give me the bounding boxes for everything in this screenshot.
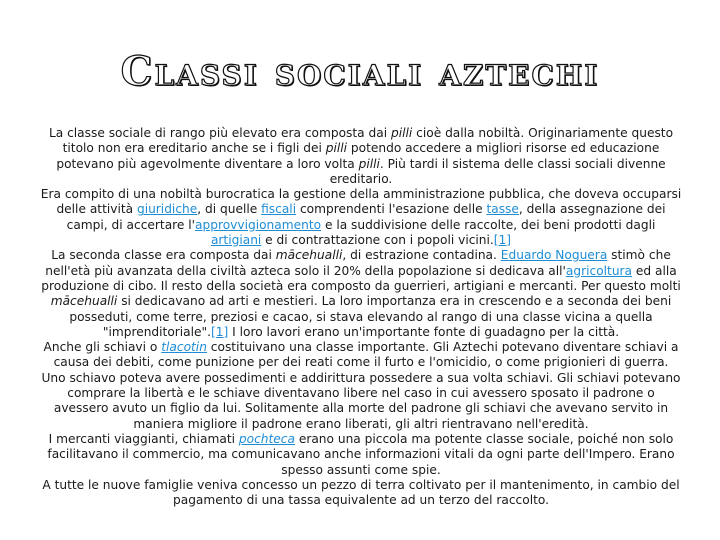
- paragraph: [40, 248, 682, 340]
- inline-link[interactable]: approvvigionamento: [195, 217, 322, 232]
- text-run: Era compito di una nobiltà burocratica la gestione della amministrazione pubblica, che doveva occuparsi delle attività: [40, 187, 682, 217]
- italic-term: pilli: [391, 126, 413, 140]
- paragraph: [40, 478, 682, 509]
- text-run: , di quelle: [197, 202, 262, 217]
- inline-link[interactable]: artigiani: [210, 233, 262, 248]
- inline-link[interactable]: giuridiche: [136, 202, 198, 217]
- text-run: e di contrattazione con i popoli vicini.: [261, 233, 494, 248]
- text-run: La classe sociale di rango più elevato era composta dai: [48, 126, 391, 140]
- paragraph: [40, 126, 682, 187]
- text-run: I loro lavori erano un'importante fonte di guadagno per la città.: [228, 324, 620, 339]
- inline-link[interactable]: fiscali: [261, 202, 297, 217]
- text-run: ed alla produzione di cibo. Il resto della società era composto da guerrieri, artigiani e mercanti. Per questo molti: [41, 263, 681, 293]
- text-run: , della assegnazione dei campi, di accertare l': [66, 202, 666, 232]
- text-run: I mercanti viaggianti, chiamati: [48, 431, 239, 446]
- inline-link[interactable]: [1]: [211, 324, 229, 339]
- inline-link[interactable]: [1]: [493, 233, 512, 248]
- italic-term: mācehualli: [50, 294, 118, 309]
- text-run: cioè dalla nobiltà. Originariamente questo titolo non era ereditario anche se i figli dei: [62, 126, 674, 156]
- text-run: erano una piccola ma potente classe sociale, poiché non solo facilitavano il commercio, ma comunicavano anche informazioni vitali da ogni parte dell'Impero. Erano spesso assunti come spie.: [47, 431, 675, 477]
- text-run: comprendenti l'esazione delle: [296, 202, 487, 217]
- italic-term: pilli: [358, 156, 380, 171]
- italic-term: mācehualli: [275, 248, 343, 263]
- text-run: . Più tardi il sistema delle classi sociali divenne ereditario.: [329, 156, 666, 186]
- slide-title: Classi sociali aztechi: [120, 48, 600, 95]
- inline-link[interactable]: tasse: [486, 202, 519, 217]
- text-run: A tutte le nuove famiglie veniva concesso un pezzo di terra coltivato per il mantenimento, in cambio del pagamento di una tassa equivalente ad un terzo del raccolto.: [42, 477, 680, 508]
- text-run: stimò che nell'età più avanzata della civiltà azteca solo il 20% della popolazione si dedicava all': [45, 248, 671, 278]
- text-run: potendo accedere a migliori risorse ed educazione potevano più agevolmente diventare a loro volta: [56, 141, 660, 171]
- text-run: La seconda classe era composta dai: [51, 248, 276, 263]
- inline-link[interactable]: agricoltura: [565, 263, 633, 278]
- text-run: costituivano una classe importante. Gli Aztechi potevano diventare schiavi a causa dei debiti, come punizione per dei reati come il furto e l'omicidio, o come prigionieri di guerra. Uno schiavo poteva avere possedimenti e addirittura possedere a sua volta schiavi. Gli schiavi potevano comprare la libertà e le schiave diventavano libere nel caso in cui avessero sposato il padrone o avessero avuto un figlio da lui. Solitamente alla morte del padrone gli schiavi che avevano servito in maniera migliore il padrone erano liberati, gli altri rientravano nell'eredità.: [41, 340, 681, 431]
- inline-link[interactable]: tlacotin: [161, 340, 207, 355]
- paragraph: [40, 432, 682, 478]
- text-run: Anche gli schiavi o: [43, 340, 162, 355]
- slide-body: [40, 126, 682, 508]
- paragraph: [40, 340, 682, 432]
- paragraph: [40, 187, 682, 248]
- inline-link[interactable]: pochteca: [238, 431, 295, 446]
- text-run: si dedicavano ad arti e mestieri. La loro importanza era in crescendo e a seconda dei beni posseduti, come terre, preziosi e cacao, si stava elevando al rango di una classe vicina a quella "imprenditoriale".: [69, 294, 672, 339]
- inline-link[interactable]: Eduardo Noguera: [500, 248, 608, 263]
- text-run: e la suddivisione delle raccolte, dei beni prodotti dagli: [321, 217, 656, 232]
- italic-term: pilli: [325, 141, 348, 156]
- text-run: , di estrazione contadina.: [342, 248, 501, 263]
